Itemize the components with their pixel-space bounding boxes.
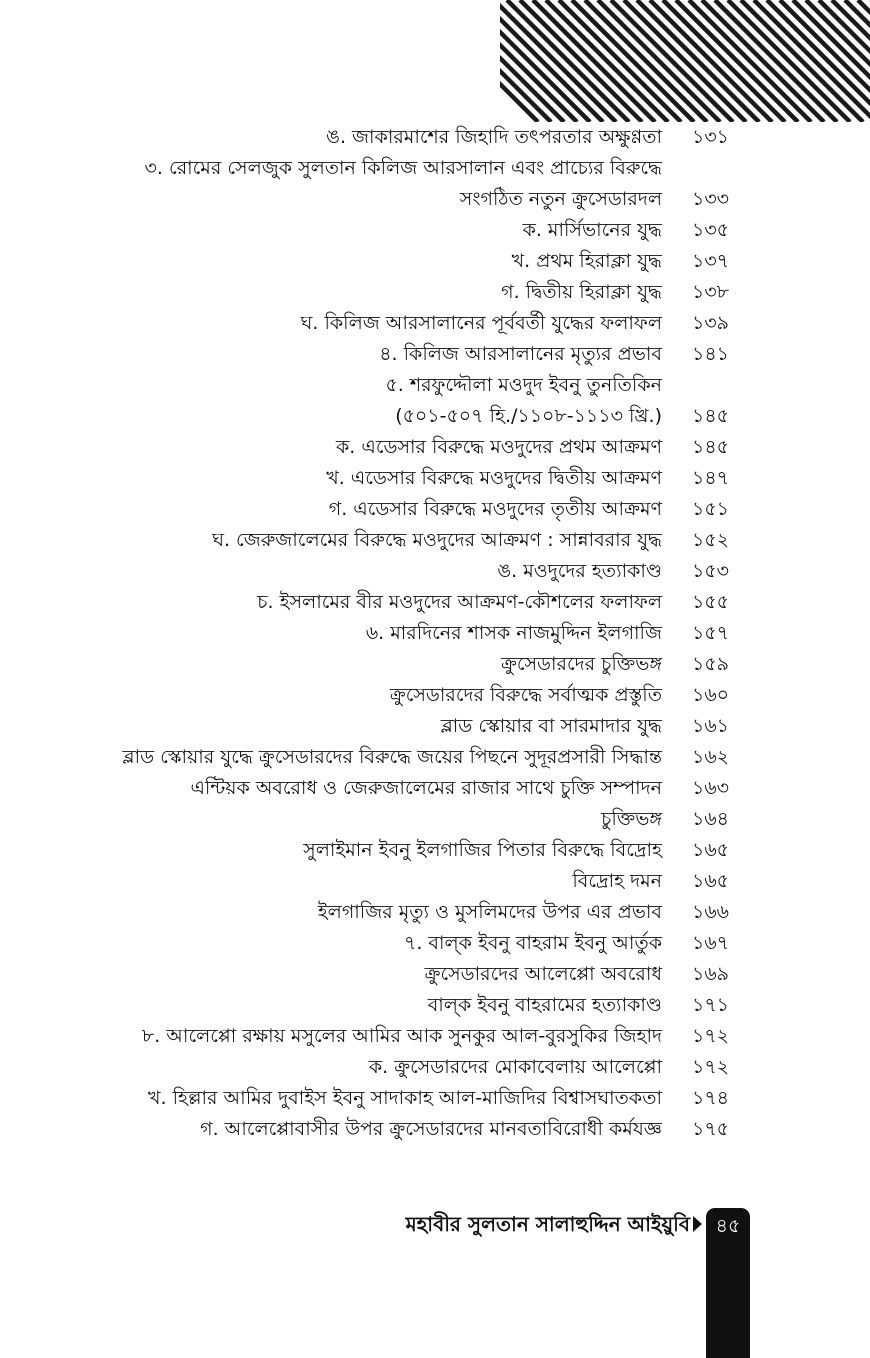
toc-entry-title: এন্টিয়ক অবরোধ ও জেরুজালেমের রাজার সাথে চুক্তি সম্পাদন (190, 777, 662, 799)
toc-entry-title: গ. দ্বিতীয় হিরাক্লা যুদ্ধ (501, 281, 662, 303)
toc-entry-title: বিদ্রোহ দমন (572, 870, 662, 892)
diagonal-stripe (637, 0, 759, 122)
toc-entry (0, 680, 870, 711)
toc-entry-page: ১৬৩ (692, 777, 730, 799)
toc-entry-page: ১৪৫ (692, 405, 729, 427)
toc-entry-title: ৮. আলেপ্পো রক্ষায় মসুলের আমির আক সুনকুর আল-বুরসুকির জিহাদ (141, 1025, 662, 1047)
running-footer-book-title: মহাবীর সুলতান সালাহুদ্দিন আইয়ুবি (405, 1212, 690, 1236)
toc-entry-title: চুক্তিভঙ্গ (601, 808, 662, 830)
toc-entry (0, 1052, 870, 1083)
diagonal-stripe (611, 0, 733, 122)
toc-entry-page: ১৭৫ (692, 1118, 730, 1140)
toc-entry-title: ঘ. কিলিজ আরসালানের পূর্ববর্তী যুদ্ধের ফলাফল (300, 312, 662, 334)
toc-entry-title: গ. এডেসার বিরুদ্ধে মওদুদের তৃতীয় আক্রমণ (328, 498, 662, 520)
toc-entry (0, 432, 870, 463)
toc-entry (0, 804, 870, 835)
diagonal-stripe (689, 0, 811, 122)
diagonal-stripe (507, 0, 629, 122)
toc-entry-title: (৫০১-৫০৭ হি./১১০৮-১১১৩ খ্রি.) (395, 405, 662, 427)
toc-entry-title: ক. এডেসার বিরুদ্ধে মওদুদের প্রথম আক্রমণ (336, 436, 662, 458)
toc-entry (0, 401, 870, 432)
toc-entry-page: ১৬৫ (692, 870, 730, 892)
toc-entry-title: বাল্‌ক ইবনু বাহরামের হত্যাকাণ্ড (427, 994, 662, 1016)
toc-entry-page: ১৫২ (692, 529, 730, 551)
toc-entry-title: ঙ. মওদুদের হত্যাকাণ্ড (497, 560, 662, 582)
toc-entry-title: খ. প্রথম হিরাক্লা যুদ্ধ (511, 250, 662, 272)
toc-entry-title: ক্রুসেডারদের আলেপ্পো অবরোধ (424, 963, 662, 985)
toc-entry-title: ঙ. জাকারমাশের জিহাদি তৎপরতার অক্ষুণ্ণতা (326, 126, 662, 148)
toc-entry (0, 835, 870, 866)
toc-entry (0, 742, 870, 773)
toc-entry-title: চ. ইসলামের বীর মওদুদের আক্রমণ-কৌশলের ফলাফল (257, 591, 662, 613)
toc-entry (0, 897, 870, 928)
toc-entry-title: সংগঠিত নতুন ক্রুসেডারদল (459, 188, 662, 210)
toc-entry (0, 308, 870, 339)
toc-entry-page: ১৫৯ (692, 653, 729, 675)
diagonal-stripe (585, 0, 707, 122)
toc-entry-page: ১৭২ (692, 1025, 730, 1047)
toc-entry-page: ১৩৫ (692, 219, 730, 241)
toc-entry-page: ১৭১ (692, 994, 730, 1016)
toc-entry-page: ১৩৭ (692, 250, 730, 272)
toc-entry (0, 339, 870, 370)
toc-entry-title: ব্লাড স্কোয়ার যুদ্ধে ক্রুসেডারদের বিরুদ্ধে জয়ের পিছনে সুদূরপ্রসারী সিদ্ধান্ত (122, 746, 662, 768)
toc-entry-title: ৩. রোমের সেলজুক সুলতান কিলিজ আরসালান এবং প্রাচ্যের বিরুদ্ধে (144, 157, 662, 179)
diagonal-stripe (728, 0, 850, 122)
diagonal-stripe (715, 0, 837, 122)
toc-entry-page: ১৫৫ (692, 591, 729, 613)
toc-entry-title: ৪. কিলিজ আরসালানের মৃত্যুর প্রভাব (379, 343, 662, 365)
toc-entry-title: গ. আলেপ্পোবাসীর উপর ক্রুসেডারদের মানবতাবিরোধী কর্মযজ্ঞ (200, 1118, 662, 1140)
toc-entry-title: ক. মার্সিভানের যুদ্ধ (522, 219, 662, 241)
toc-entry (0, 246, 870, 277)
toc-entry-title: ৬. মারদিনের শাসক নাজমুদ্দিন ইলগাজি (365, 622, 662, 644)
toc-entry-page: ১৬২ (692, 746, 730, 768)
toc-entry (0, 215, 870, 246)
toc-entry-title: ঘ. জেরুজালেমের বিরুদ্ধে মওদুদের আক্রমণ : সান্নাবরার যুদ্ধ (212, 529, 662, 551)
diagonal-stripe (559, 0, 681, 122)
toc-entry (0, 1114, 870, 1145)
toc-entry (0, 184, 870, 215)
toc-entry (0, 959, 870, 990)
diagonal-stripe (741, 0, 863, 122)
toc-entry (0, 866, 870, 897)
page-number: ৪৫ (715, 1215, 741, 1237)
diagonal-stripe (702, 0, 824, 122)
toc-entry-page: ১৫১ (692, 498, 729, 520)
toc-entry (0, 618, 870, 649)
toc-entry-page: ১৫৭ (692, 622, 730, 644)
toc-entry (0, 1083, 870, 1114)
toc-entry-page: ১৫৩ (692, 560, 730, 582)
toc-entry-page: ১৪৫ (692, 436, 729, 458)
toc-entry (0, 587, 870, 618)
toc-entry (0, 711, 870, 742)
toc-entry (0, 990, 870, 1021)
diagonal-stripe (650, 0, 772, 122)
toc-entry-page: ১৩৩ (692, 188, 730, 210)
diagonal-stripes-decoration (500, 0, 870, 122)
toc-entry-title: খ. এডেসার বিরুদ্ধে মওদুদের দ্বিতীয় আক্রমণ (326, 467, 662, 489)
toc-entry (0, 494, 870, 525)
toc-entry-title: খ. হিল্লার আমির দুবাইস ইবনু সাদাকাহ আল-মাজিদির বিশ্বাসঘাতকতা (148, 1087, 662, 1109)
toc-entry (0, 556, 870, 587)
triangle-arrow-icon (693, 1216, 702, 1232)
toc-entry-page: ১৭২ (692, 1056, 730, 1078)
toc-entry (0, 525, 870, 556)
toc-entry-page: ১৬৯ (692, 963, 730, 985)
toc-entry-page: ১৪১ (692, 343, 729, 365)
toc-entry (0, 277, 870, 308)
toc-entry-page: ১৬৬ (692, 901, 730, 923)
toc-entry (0, 370, 870, 401)
toc-entry-title: ক্রুসেডারদের বিরুদ্ধে সর্বাত্মক প্রস্তুতি (389, 684, 662, 706)
toc-entry (0, 1021, 870, 1052)
toc-entry (0, 122, 870, 153)
toc-entry (0, 773, 870, 804)
toc-entry (0, 153, 870, 184)
diagonal-stripe (546, 0, 668, 122)
diagonal-stripe (572, 0, 694, 122)
diagonal-stripe (624, 0, 746, 122)
toc-entry-page: ১৩৯ (692, 312, 730, 334)
toc-entry-page: ১৬৫ (692, 839, 730, 861)
toc-entry (0, 463, 870, 494)
toc-entry (0, 649, 870, 680)
toc-entry-page: ১৬৭ (692, 932, 730, 954)
toc-entry-title: ব্লাড স্কোয়ার বা সারমাদার যুদ্ধ (440, 715, 662, 737)
toc-entry-page: ১৩১ (692, 126, 730, 148)
diagonal-stripe (533, 0, 655, 122)
diagonal-stripe (598, 0, 720, 122)
table-of-contents (0, 122, 870, 1145)
toc-entry-page: ১৬১ (692, 715, 730, 737)
toc-entry-page: ১৬০ (692, 684, 730, 706)
toc-entry-page: ১৩৮ (692, 281, 730, 303)
toc-entry-title: ইলগাজির মৃত্যু ও মুসলিমদের উপর এর প্রভাব (317, 901, 662, 923)
diagonal-stripe (676, 0, 798, 122)
toc-entry-title: ৭. বাল্‌ক ইবনু বাহরাম ইবনু আর্তুক (403, 932, 662, 954)
toc-entry-title: ক্রুসেডারদের চুক্তিভঙ্গ (500, 653, 662, 675)
diagonal-stripe (520, 0, 642, 122)
diagonal-stripe (663, 0, 785, 122)
toc-entry (0, 928, 870, 959)
toc-entry-page: ১৬৪ (692, 808, 730, 830)
toc-entry-title: সুলাইমান ইবনু ইলগাজির পিতার বিরুদ্ধে বিদ্রোহ (303, 839, 662, 861)
toc-entry-page: ১৪৭ (692, 467, 730, 489)
toc-entry-title: ৫. শরফুদ্দৌলা মওদুদ ইবনু তুনতিকিন (385, 374, 662, 396)
toc-entry-page: ১৭৪ (692, 1087, 730, 1109)
toc-entry-title: ক. ক্রুসেডারদের মোকাবেলায় আলেপ্পো (368, 1056, 662, 1078)
